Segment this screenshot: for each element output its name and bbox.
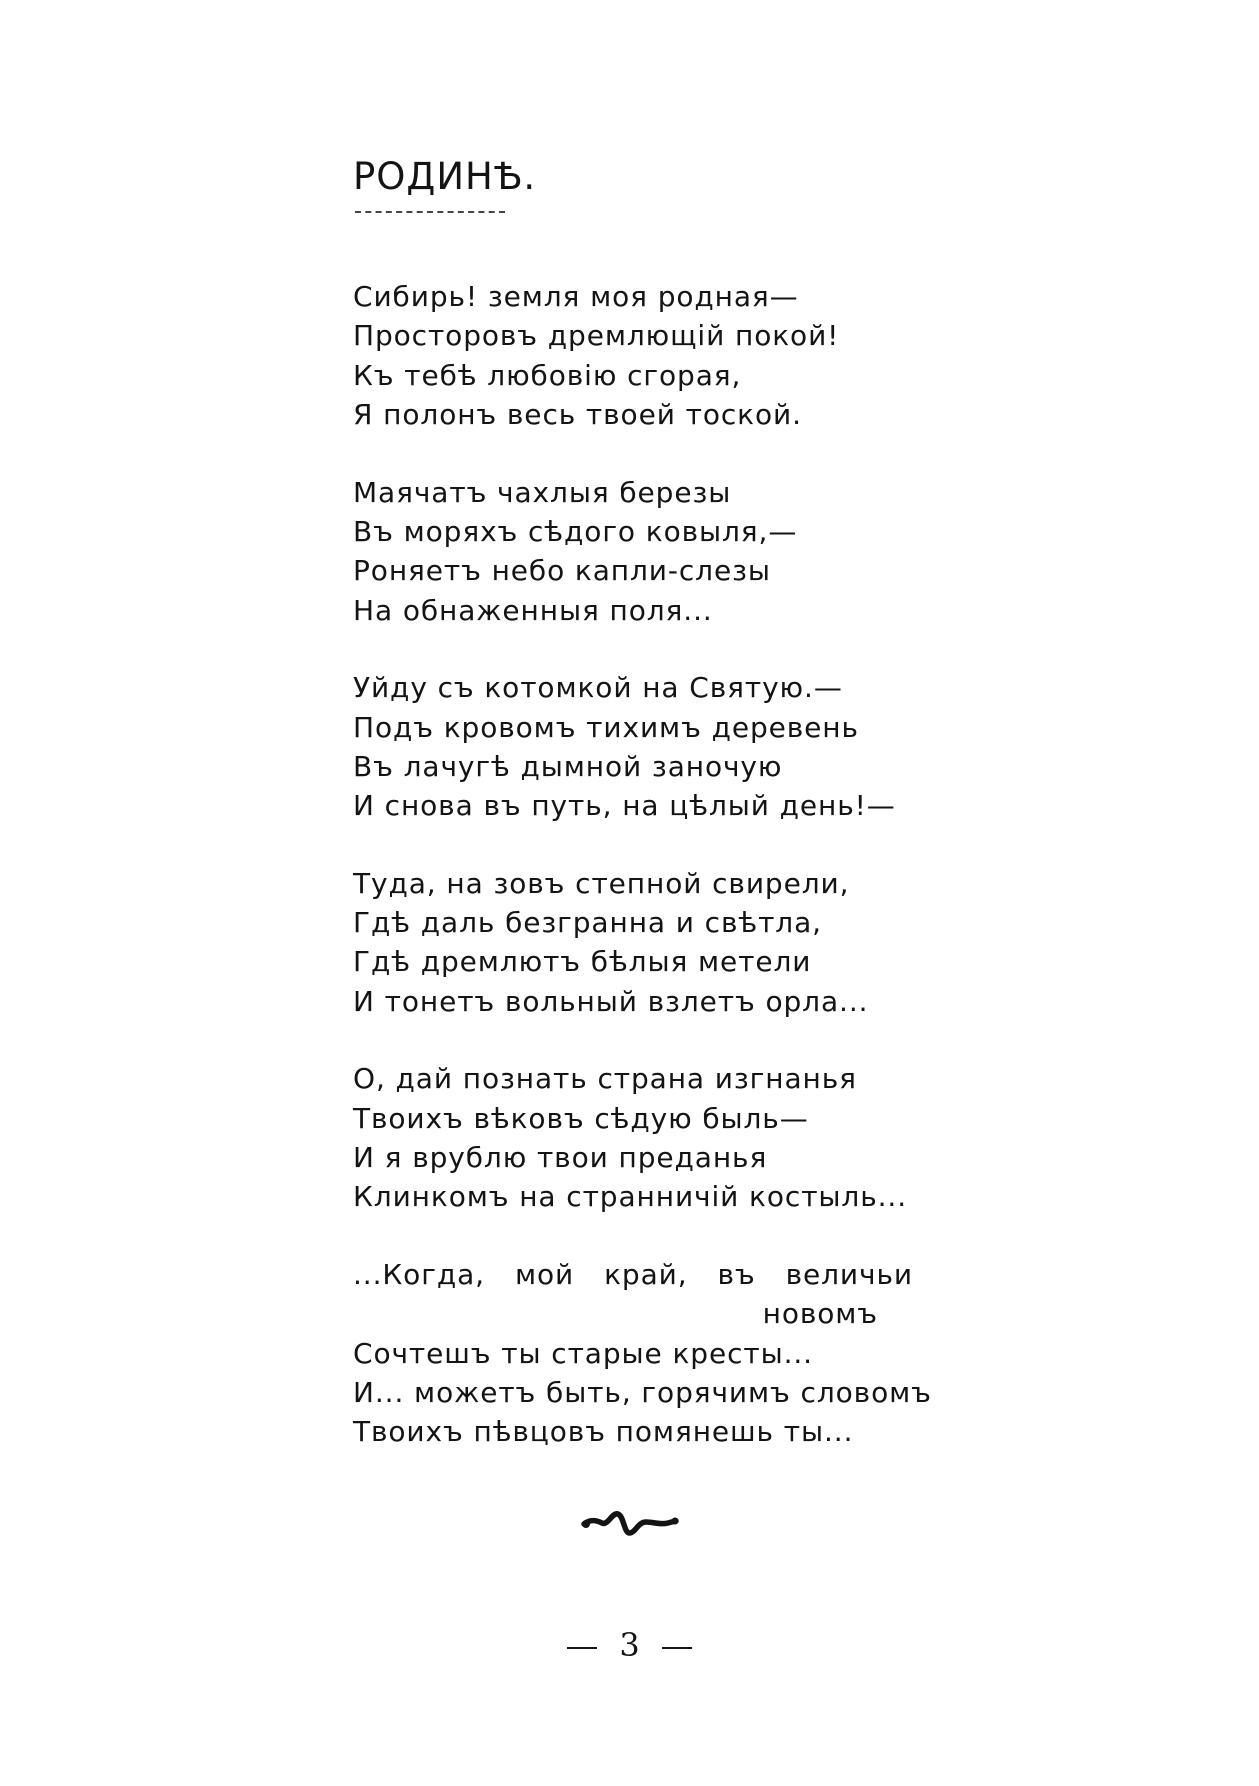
title-underline (355, 211, 505, 213)
poem-line: Просторовъ дремлющій покой! (353, 319, 840, 353)
poem-line: Я полонъ весь твоей тоской. (353, 398, 802, 432)
poem-word: край, (604, 1257, 688, 1291)
poem-line: Подъ кровомъ тихимъ деревень (353, 710, 859, 744)
poem-word: въ (717, 1257, 756, 1291)
poem-line: Твоихъ пѣвцовъ помянешь ты... (353, 1415, 854, 1449)
poem-line: Въ моряхъ сѣдого ковыля,— (353, 514, 798, 548)
page-number (0, 1626, 1259, 1664)
wavy-flourish-icon (580, 1502, 680, 1542)
poem-line: Роняетъ небо капли-слезы (353, 554, 771, 588)
poem-line: И тонетъ вольный взлетъ орла... (353, 984, 869, 1018)
poem-line: Въ лачугѣ дымной заночую (353, 749, 783, 783)
poem-line: Маячатъ чахлыя березы (353, 475, 732, 509)
poem-word: величьи (785, 1257, 913, 1291)
poem-line-continuation: новомъ (762, 1297, 878, 1331)
poem-line: Уйду съ котомкой на Святую.— (353, 671, 843, 705)
poem-line: Гдѣ даль безгранна и свѣтла, (353, 906, 822, 940)
poem-title: РОДИНѢ. (353, 155, 537, 198)
poem-line-justified (353, 1255, 913, 1294)
poem-line: Клинкомъ на странничій костыль... (353, 1180, 908, 1214)
poem-word: мой (514, 1257, 575, 1291)
poem-line: На обнаженныя поля... (353, 593, 713, 627)
poem-line: Сибирь! земля моя родная— (353, 280, 799, 313)
poem-line: И... можетъ быть, горячимъ словомъ (353, 1375, 932, 1409)
stanza (353, 277, 913, 435)
poem-body (353, 277, 932, 1490)
page-number-dash-left (567, 1647, 597, 1649)
stanza (353, 1255, 932, 1452)
poem-line: Твоихъ вѣковъ сѣдую быль— (353, 1101, 809, 1135)
page-number-dash-right (662, 1647, 692, 1649)
poem-line: Къ тебѣ любовію сгорая, (353, 358, 742, 392)
poem-word: ...Когда, (353, 1257, 485, 1291)
poem-line: Сочтешъ ты старые кресты... (353, 1336, 813, 1370)
stanza (353, 864, 913, 1022)
page-number-value: 3 (619, 1626, 640, 1664)
poem-line: И снова въ путь, на цѣлый день!— (353, 789, 896, 823)
poem-line: Гдѣ дремлютъ бѣлыя метели (353, 945, 812, 979)
stanza (353, 473, 913, 631)
poem-line: Туда, на зовъ степной свирели, (353, 866, 850, 900)
stanza (353, 1059, 913, 1217)
poem-line: И я врублю твои преданья (353, 1141, 768, 1175)
poem-line: О, дай познать страна изгнанья (353, 1062, 857, 1096)
stanza (353, 668, 913, 826)
